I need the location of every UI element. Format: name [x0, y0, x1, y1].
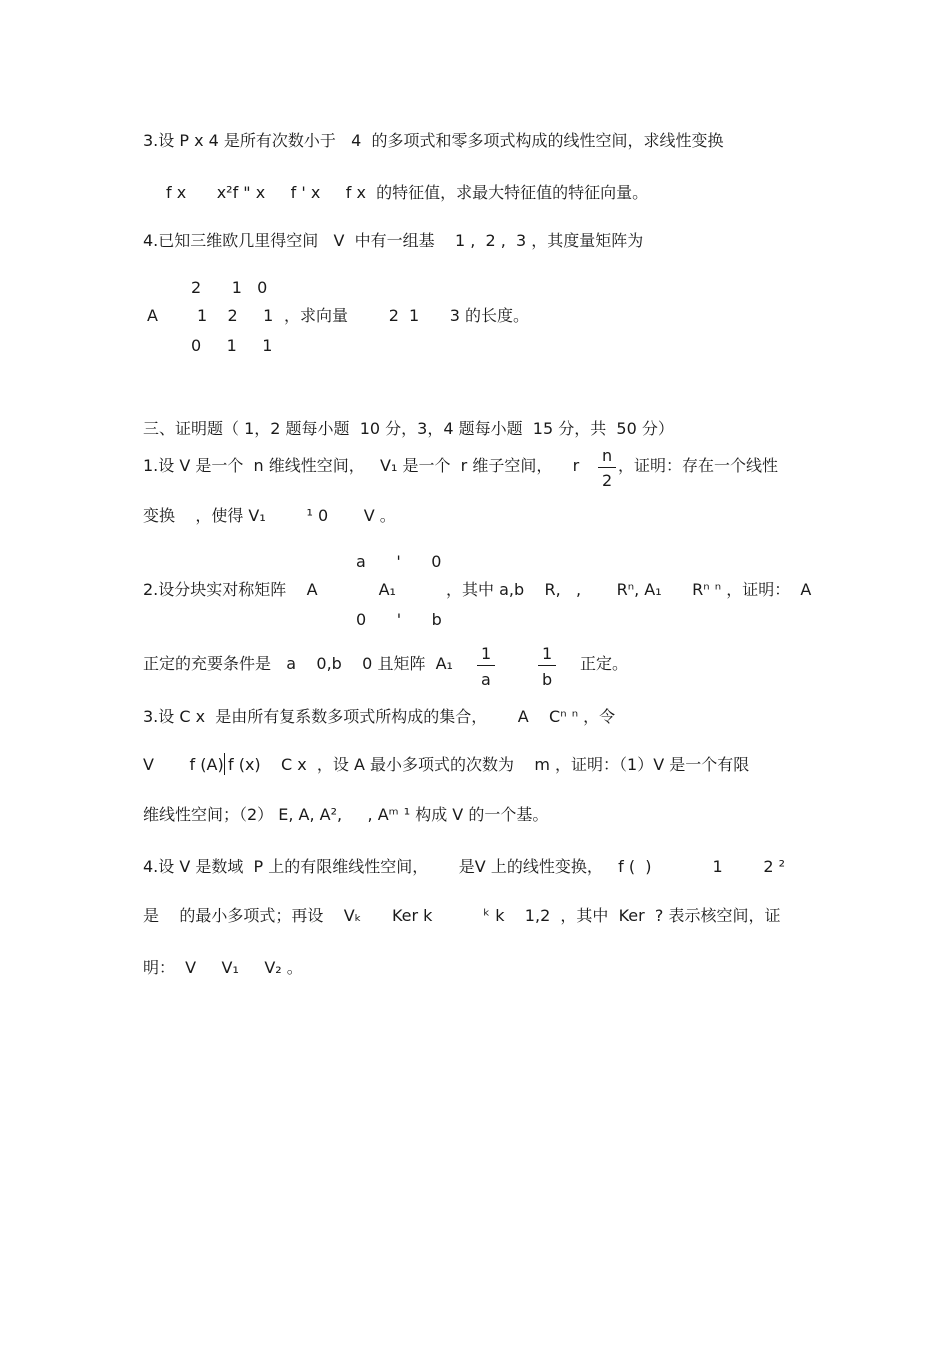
fraction-2-bar: [538, 665, 556, 666]
proof-3-line-2a: V f (A): [143, 755, 224, 774]
matrix-row-2: 1 2 1: [197, 306, 274, 325]
proof-1-line-2: 变换 ，使得 V₁ ¹ 0 V 。: [143, 506, 396, 525]
fraction-1-bar: [477, 665, 495, 666]
proof-4-line-2: 是 的最小多项式；再设 Vₖ Ker k ᵏ k 1,2 ，其中 Ker ? 表示核空间，证: [143, 906, 781, 925]
block-matrix-bottom: 0 ' b: [356, 610, 442, 629]
question-4-suffix: ，求向量 2 1 3 的长度。: [284, 306, 530, 325]
proof-1-line-1b: ，证明：存在一个线性: [618, 456, 779, 475]
fraction-1-numerator: 1: [481, 644, 492, 663]
fraction-bar: [598, 467, 616, 468]
proof-3-line-3: 维线性空间；（2） E, A, A², , Aᵐ ¹ 构成 V 的一个基。: [143, 805, 549, 824]
proof-3-line-1: 3.设 C x 是由所有复系数多项式所构成的集合， A Cⁿ ⁿ ，令: [143, 707, 616, 726]
fraction-denominator: 2: [602, 471, 613, 490]
fraction-2-numerator: 1: [542, 644, 553, 663]
proof-4-line-1: 4.设 V 是数域 P 上的有限维线性空间， 是V 上的线性变换， f ( ) 1 2 ²: [143, 857, 786, 876]
question-3-line-2: f x x²f " x f ' x f x 的特征值，求最大特征值的特征向量。: [166, 183, 649, 202]
proof-3-line-2b: f (x) C x ，设 A 最小多项式的次数为 m ，证明：（1）V 是一个有限: [228, 755, 750, 774]
question-3-line-1: 3.设 P x 4 是所有次数小于 4 的多项式和零多项式构成的线性空间，求线性变换: [143, 131, 724, 150]
proof-2-line-1a: 2.设分块实对称矩阵 A A₁: [143, 580, 396, 599]
fraction-1-denominator: a: [481, 670, 491, 689]
proof-2-line-2a: 正定的充要条件是 a 0,b 0 且矩阵 A₁: [143, 654, 453, 673]
proof-2-line-1b: ，其中 a,b R, , Rⁿ, A₁ Rⁿ ⁿ ，证明： A: [446, 580, 812, 599]
matrix-label: A: [147, 306, 158, 325]
fraction-2-denominator: b: [542, 670, 553, 689]
matrix-row-1: 2 1 0: [191, 278, 268, 297]
section-heading: 三、证明题（ 1，2 题每小题 10 分，3，4 题每小题 15 分，共 50 分）: [143, 419, 674, 438]
fraction-numerator: n: [602, 446, 613, 465]
proof-1-line-1a: 1.设 V 是一个 n 维线性空间， V₁ 是一个 r 维子空间， r: [143, 456, 580, 475]
set-builder-bar: [224, 753, 225, 775]
matrix-row-3: 0 1 1: [191, 336, 273, 355]
proof-2-line-2b: 正定。: [580, 654, 629, 673]
question-4-line-1: 4.已知三维欧几里得空间 V 中有一组基 1 , 2 , 3 ，其度量矩阵为: [143, 231, 644, 250]
proof-4-line-3: 明： V V₁ V₂ 。: [143, 958, 303, 977]
block-matrix-top: a ' 0: [356, 552, 442, 571]
